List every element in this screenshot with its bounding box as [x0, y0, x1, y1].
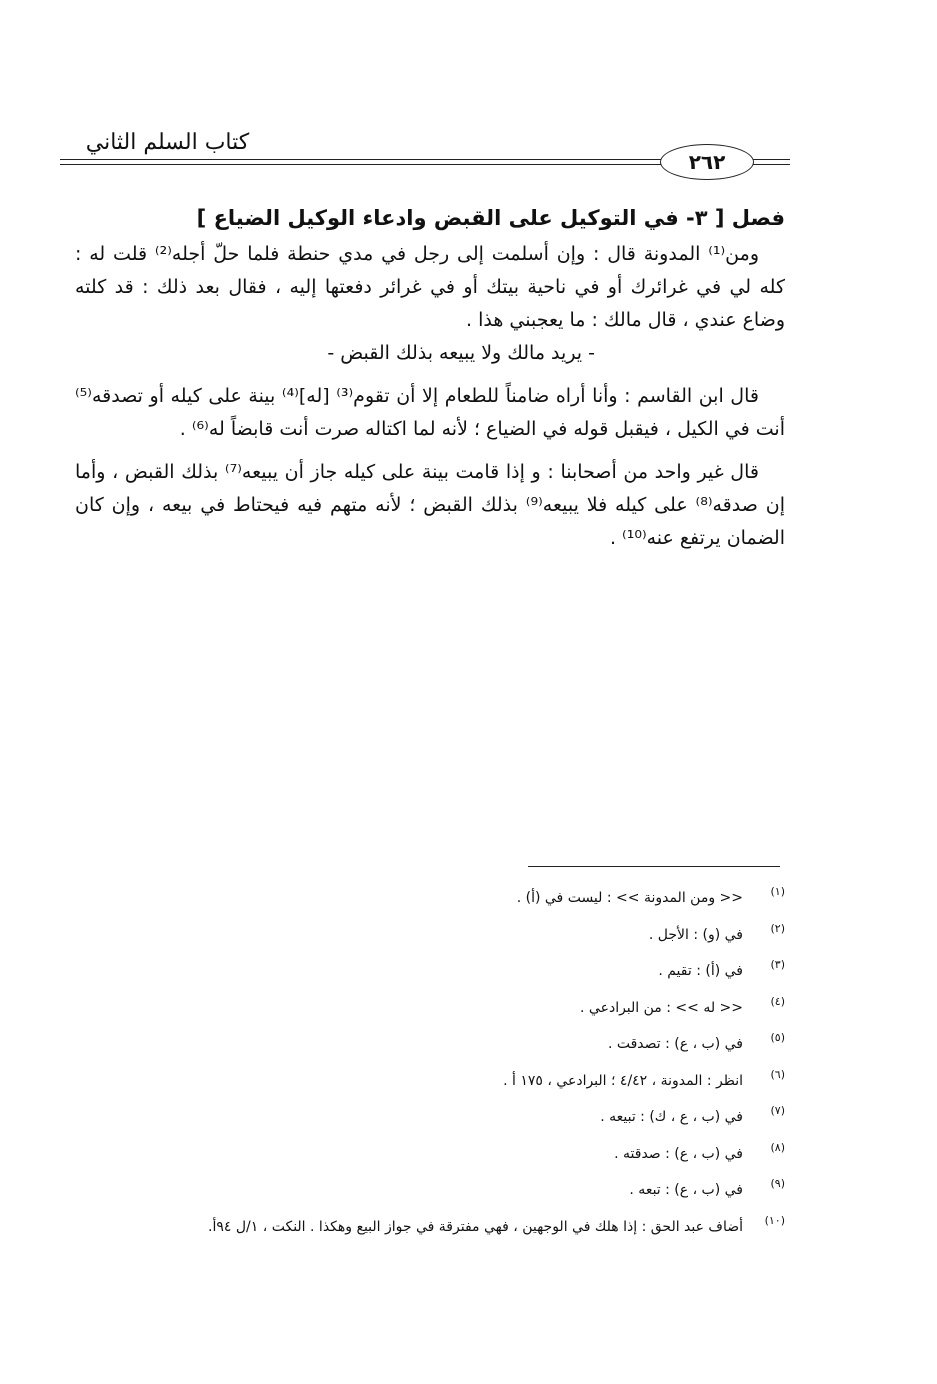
footnote-number: (١)	[770, 885, 785, 898]
footnote-number: (٢)	[770, 921, 785, 935]
footnote-text: << له >> : من البرادعي .	[580, 999, 743, 1016]
paragraph-2: - يريد مالك ولا يبيعه بذلك القبض -	[327, 342, 595, 364]
footnote-text: أضاف عبد الحق : إذا هلك في الوجهين ، فهي مفترقة في جواز البيع وهكذا . النكت ، ١/ل ٩٤أ.	[208, 1218, 743, 1235]
footnote-item	[65, 1209, 785, 1246]
paragraph-1: ومن⁽¹⁾ المدونة قال : وإن أسلمت إلى رجل في مدي حنطة فلما حلّ أجله⁽²⁾ قلت له : كله لي في غرائرك أو في ناحية بيتك أو في غرائر دفعتها إليه ، فقال بعد ذلك : قد كلته وضاع عندي ، قال مالك : ما يعجبني هذا .	[75, 243, 785, 331]
footnote-text: في (و) : الأجل .	[648, 926, 743, 943]
footnote-item	[65, 1063, 785, 1100]
footnote-text: في (أ) : تقيم .	[658, 963, 743, 979]
footnote-item	[65, 953, 785, 990]
footnote-item	[65, 1136, 785, 1173]
footnote-item	[65, 1099, 785, 1136]
footnote-item	[65, 1172, 785, 1209]
footnote-number: (١٠)	[764, 1213, 785, 1227]
footnote-text: في (ب ، ع) : صدقته .	[614, 1145, 743, 1162]
footnote-text: في (ب ، ع) : تبعه .	[629, 1182, 743, 1198]
main-text	[75, 198, 785, 555]
footnote-number: (٨)	[770, 1140, 785, 1154]
paragraph-4: قال غير واحد من أصحابنا : و إذا قامت بينة على كيله جاز أن يبيعه⁽⁷⁾ بذلك القبض ، وأما إن صدقه⁽⁸⁾ على كيله فلا يبيعه⁽⁹⁾ بذلك القبض ؛ لأنه متهم فيه فيحتاط في بيعه ، وإن كان الضمان يرتفع عنه⁽¹⁰⁾ .	[75, 461, 785, 549]
footnote-item	[65, 1026, 785, 1063]
footnote-text: انظر : المدونة ، ٤/٤٢ ؛ البرادعي ، ١٧٥ أ .	[503, 1072, 743, 1089]
footnote-text: في (ب ، ع ، ك) : تبيعه .	[600, 1109, 743, 1125]
footnote-text: << ومن المدونة >> : ليست في (أ) .	[516, 890, 743, 906]
footnote-text: في (ب ، ع) : تصدقت .	[607, 1036, 743, 1052]
page-number: ٢٦٢	[660, 144, 754, 180]
paragraph-3: قال ابن القاسم : وأنا أراه ضامناً للطعام إلا أن تقوم⁽³⁾ [له]⁽⁴⁾ بينة على كيله أو تصدقه⁽⁵⁾ أنت في الكيل ، فيقبل قوله في الضياع ؛ لأنه لما اكتاله صرت أنت قابضاً له⁽⁶⁾ .	[75, 385, 785, 440]
footnotes-list	[65, 880, 785, 1245]
section-heading: فصل [ ٣- في التوكيل على القبض وادعاء الوكيل الضياع ]	[196, 206, 785, 230]
footnote-item	[65, 880, 785, 917]
footnote-number: (٥)	[770, 1031, 785, 1044]
footnote-number: (٣)	[770, 958, 785, 971]
footnote-number: (٩)	[770, 1177, 785, 1190]
book-title: كتاب السلم الثاني	[85, 130, 250, 155]
footnote-number: (٦)	[770, 1067, 785, 1081]
footnote-number: (٤)	[770, 994, 785, 1008]
footnote-item	[65, 917, 785, 954]
footnote-rule	[528, 866, 780, 867]
footnote-item	[65, 990, 785, 1027]
footnote-number: (٧)	[770, 1104, 785, 1117]
